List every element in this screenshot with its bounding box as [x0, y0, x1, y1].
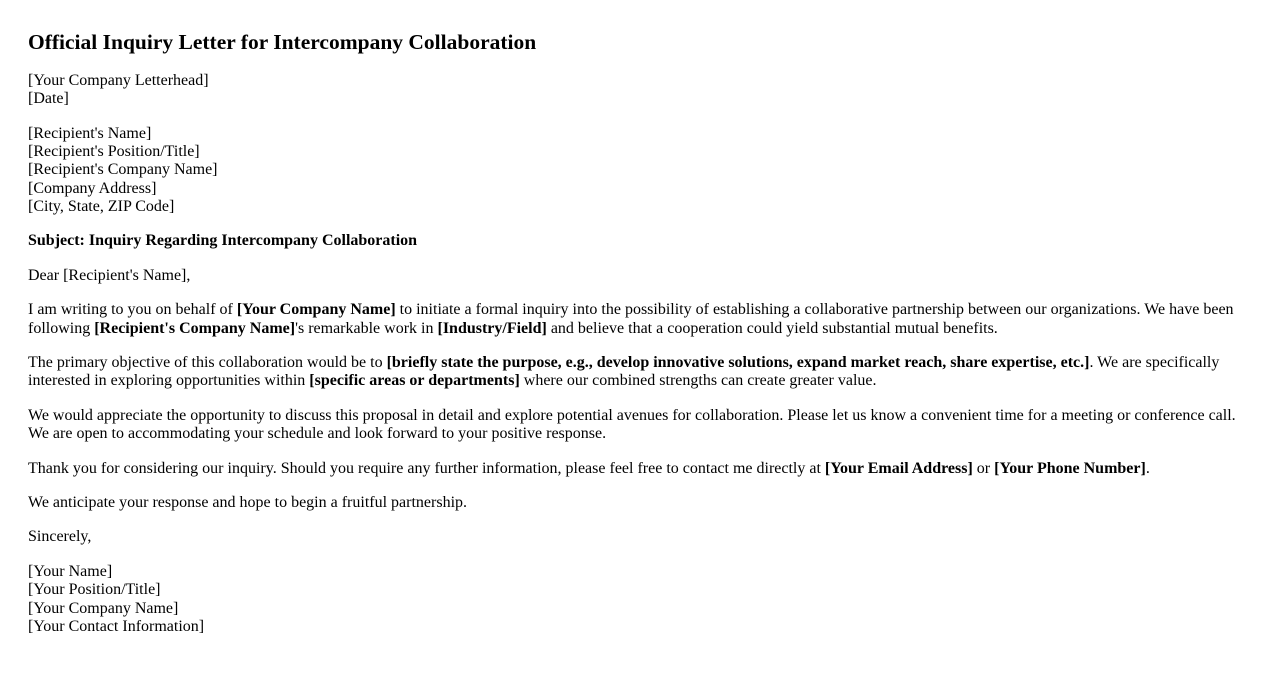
- body-paragraph-intro: I am writing to you on behalf of [Your Company Name] to initiate a formal inquiry into the possibility of establishing a collaborative partnership between our organizations. We have been following [Recipient's Company Name]'s remarkable work in [Industry/Field] and believe that a cooperation could yield substantial mutual benefits.: [28, 301, 1234, 337]
- letter-document: [0, 30, 1278, 680]
- recipient-address-block: [Recipient's Name] [Recipient's Position/Title] [Recipient's Company Name] [Company Address] [City, State, ZIP Code]: [28, 124, 218, 216]
- page-title: Official Inquiry Letter for Intercompany Collaboration: [28, 30, 537, 54]
- body-paragraph-objective: The primary objective of this collaboration would be to [briefly state the purpose, e.g., develop innovative solutions, expand market reach, share expertise, etc.]. We are specifically interested in exploring opportunities within [specific areas or departments] where our combined strengths can create greater value.: [28, 354, 1220, 390]
- body-paragraph-anticipation: We anticipate your response and hope to begin a fruitful partnership.: [28, 493, 468, 511]
- signature-block: [Your Name] [Your Position/Title] [Your Company Name] [Your Contact Information]: [28, 562, 205, 635]
- salutation: Dear [Recipient's Name],: [28, 266, 191, 284]
- closing: Sincerely,: [28, 528, 92, 546]
- body-paragraph-contact-info: Thank you for considering our inquiry. Should you require any further information, please feel free to contact me directly at [Your Email Address] or [Your Phone Number].: [28, 459, 1150, 477]
- body-paragraph-meeting-request: We would appreciate the opportunity to discuss this proposal in detail and explore potential avenues for collaboration. Please let us know a convenient time for a meeting or conference call. We are open to accommodating your schedule and look forward to your positive response.: [28, 406, 1236, 443]
- letterhead-block: [Your Company Letterhead] [Date]: [28, 71, 209, 108]
- subject-line: Subject: Inquiry Regarding Intercompany Collaboration: [28, 232, 418, 250]
